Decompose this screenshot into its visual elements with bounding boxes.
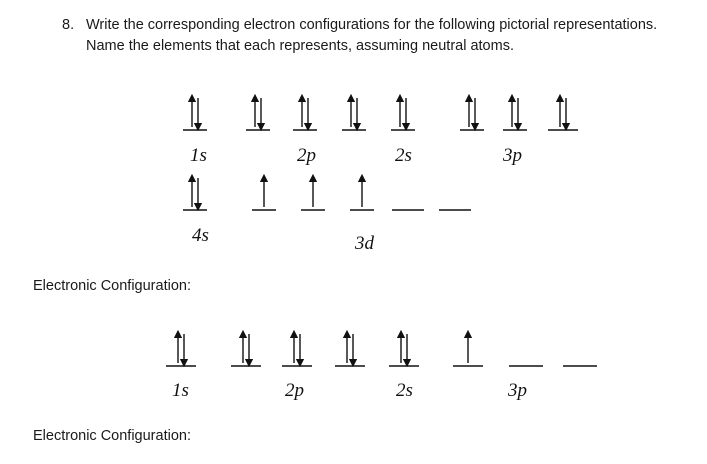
orbital-label-2p: 2p [285, 380, 304, 401]
question-text-line-2: Name the elements that each represents, assuming neutral atoms. [86, 38, 514, 54]
orbital-label-3d: 3d [355, 233, 374, 254]
orbital-label-1s: 1s [172, 380, 189, 401]
electronic-configuration-label-1: Electronic Configuration: [33, 278, 191, 294]
orbital-label-3p: 3p [508, 380, 527, 401]
orbital-label-4s: 4s [192, 225, 209, 246]
orbital-label-2s: 2s [396, 380, 413, 401]
orbital-label-1s: 1s [190, 145, 207, 166]
orbital-label-3p: 3p [503, 145, 522, 166]
question-number: 8. [62, 17, 75, 33]
orbital-label-2s: 2s [395, 145, 412, 166]
orbital-label-2p: 2p [297, 145, 316, 166]
electronic-configuration-label-2: Electronic Configuration: [33, 428, 191, 444]
question-text-line-1: Write the corresponding electron configurations for the following pictorial representations. [86, 17, 658, 33]
orbital-diagram-2 [166, 334, 597, 366]
